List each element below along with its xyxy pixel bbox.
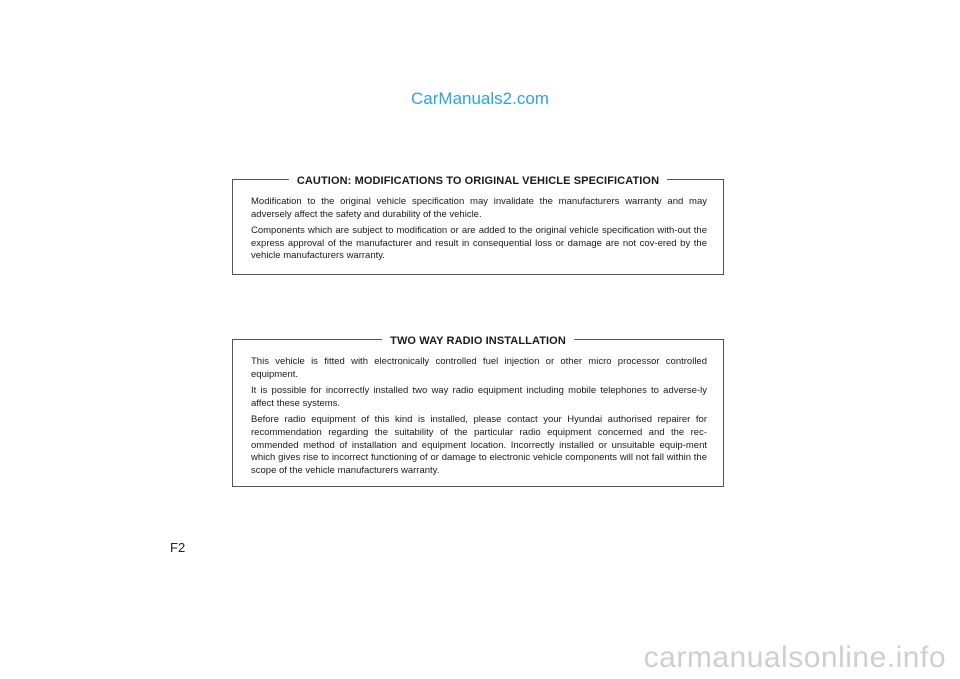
watermark-bottom: carmanualsonline.info xyxy=(643,641,946,674)
page-number: F2 xyxy=(170,540,186,555)
paragraph: This vehicle is fitted with electronically controlled fuel injection or other micro processor controlled equipment. xyxy=(251,356,707,380)
paragraph: It is possible for incorrectly installed two way radio equipment including mobile telephones to adverse-ly affect these systems. xyxy=(251,385,707,409)
paragraph: Before radio equipment of this kind is installed, please contact your Hyundai authorised repairer for recommendation regarding the suitability of the particular radio equipment concerned and the rec-ommended method of installation and equipment location. Incorrectly installed or unsuitable equip-ment which gives rise to incorrect functioning of or damage to electronic vehicle components will not fall within the scope of the vehicle manufacturers warranty. xyxy=(251,414,707,476)
two-way-radio-box xyxy=(232,335,724,487)
section-body xyxy=(251,196,707,267)
section-title xyxy=(233,332,723,347)
section-title-text: TWO WAY RADIO INSTALLATION xyxy=(382,335,574,347)
section-body xyxy=(251,356,707,481)
watermark-top: CarManuals2.com xyxy=(411,89,549,108)
section-title-text: CAUTION: MODIFICATIONS TO ORIGINAL VEHICLE SPECIFICATION xyxy=(289,175,667,187)
paragraph: Modification to the original vehicle specification may invalidate the manufacturers warranty and may adversely affect the safety and durability of the vehicle. xyxy=(251,196,707,220)
section-title xyxy=(233,172,723,187)
paragraph: Components which are subject to modification or are added to the original vehicle specification with-out the express approval of the manufacturer and result in consequential loss or damage are not cov-ered by the vehicle manufacturers warranty. xyxy=(251,225,707,262)
caution-modifications-box xyxy=(232,175,724,275)
